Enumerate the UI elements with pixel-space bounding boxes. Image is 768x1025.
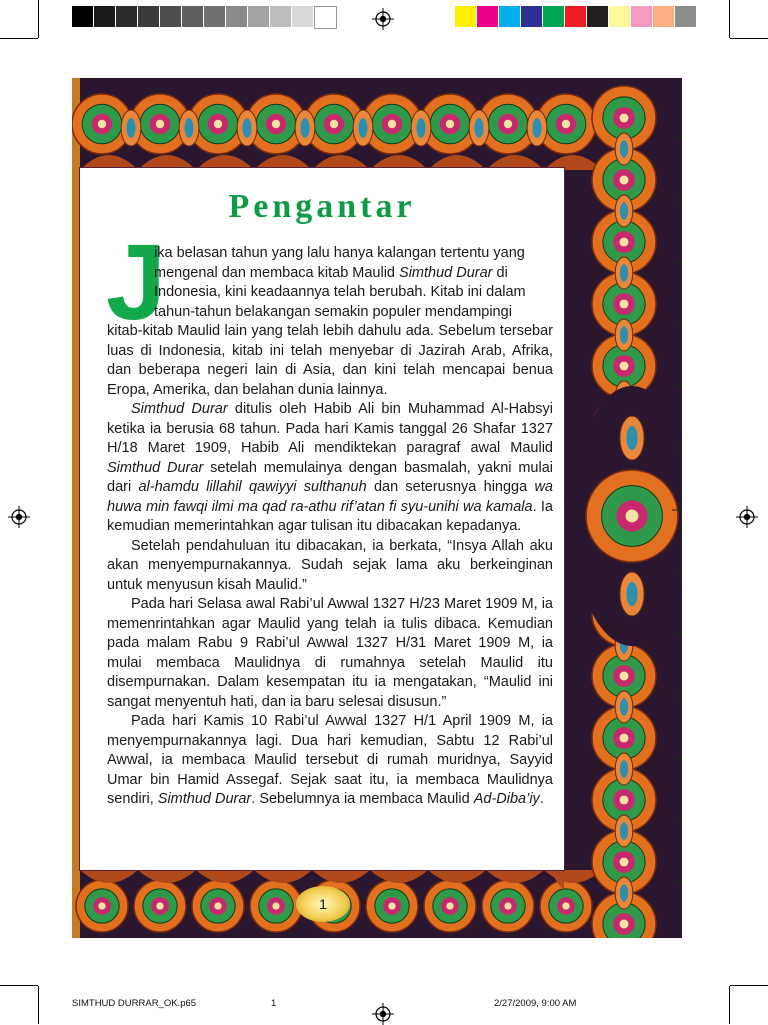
body-text	[107, 244, 553, 810]
leaf-inner	[359, 118, 368, 138]
color-swatch	[455, 6, 476, 27]
italic-title: Ad-Diba’iy	[473, 791, 540, 807]
color-swatch	[543, 6, 564, 27]
finial-dot	[678, 570, 682, 574]
medallion-dot	[562, 120, 570, 128]
color-swatch	[292, 6, 313, 27]
paragraph-3: Setelah pendahuluan itu dibacakan, ia berkata, “Insya Allah aku akan menyempurnakannya. Sudah sejak lama aku berkeinginan untuk menyusun kisah Maulid.”	[107, 537, 553, 593]
leaf-inner	[620, 326, 628, 344]
leaf-inner	[185, 118, 194, 138]
text-run: . Sebelumnya ia membaca Maulid	[251, 791, 474, 807]
finial-dot	[678, 136, 682, 140]
medallion-dot	[388, 120, 396, 128]
color-swatch	[675, 6, 696, 27]
italic-title: Simthud Durar	[107, 459, 204, 476]
leaf-inner	[301, 118, 310, 138]
medallion-dot	[504, 902, 511, 909]
drop-cap: J	[106, 221, 167, 342]
finial-dot	[678, 508, 682, 512]
leaf-inner	[620, 822, 628, 840]
medallion-dot	[620, 920, 629, 929]
color-swatch	[653, 6, 674, 27]
crop-mark	[729, 986, 730, 1024]
text-run: . Ia kemudian memerintahkan agar tulisan itu dibacakan kepadanya.	[107, 498, 553, 534]
color-swatch	[116, 6, 137, 27]
medallion-dot	[446, 902, 453, 909]
color-swatch	[499, 6, 520, 27]
crop-mark	[0, 38, 38, 39]
leaf-inner	[627, 426, 638, 450]
medallion-dot	[98, 120, 106, 128]
text-run: Pada hari Kamis 10 Rabi’ul Awwal 1327 H/1 April 1909 M, ia menyempurnakannya lagi. Dua hari kemudian, Sabtu 12 Rabi’ul Awwal, ia membaca Maulid tersebut di rumah muridnya, Sayyid Umar bin Hamid Assegaf. Sejak saat itu, ia membaca Maulidnya sendiri,	[107, 713, 553, 807]
leaf-inner	[533, 118, 542, 138]
color-swatch	[248, 6, 269, 27]
leaf-inner	[417, 118, 426, 138]
color-swatch	[587, 6, 608, 27]
text-line: Indonesia, kini keadaannya telah berubah. Kitab ini dalam	[154, 284, 526, 300]
registration-mark-icon	[736, 506, 758, 528]
crop-mark	[0, 985, 38, 986]
crop-mark	[38, 986, 39, 1024]
finial-dot	[678, 322, 682, 326]
italic-title: Simthud Durar	[157, 791, 252, 807]
leaf-inner	[475, 118, 484, 138]
medallion-dot	[626, 510, 639, 523]
italic-title: Simthud Durar	[131, 401, 228, 417]
text-line: kitab-kitab Maulid lain yang telah lebih dahulu ada. Sebelum tersebar luas di Indonesia, kitab ini telah menyebar di Jazirah Arab, Afrika, dan beberapa negeri lain di Asia, dan kini telah mencapai benua Eropa, Amerika, dan belahan dunia lainnya.	[107, 323, 553, 398]
footer-filename: SIMTHUD DURRAR_OK.p65	[72, 998, 197, 1009]
color-swatch	[270, 6, 291, 27]
border-left-rule	[72, 78, 80, 938]
color-swatch	[565, 6, 586, 27]
medallion-dot	[562, 902, 569, 909]
leaf-inner	[627, 582, 638, 606]
color-swatch	[631, 6, 652, 27]
finial-dot	[678, 632, 682, 636]
medallion-dot	[620, 176, 629, 185]
footer-page: 1	[271, 998, 277, 1009]
medallion-dot	[156, 120, 164, 128]
leaf-inner	[620, 698, 628, 716]
finial-dot	[678, 756, 682, 760]
text-line: ika belasan tahun yang lalu hanya kalangan tertentu yang	[154, 245, 525, 261]
color-swatch	[160, 6, 181, 27]
color-swatch	[226, 6, 247, 27]
crop-mark	[38, 0, 39, 38]
medallion-dot	[620, 796, 629, 805]
leaf-inner	[620, 760, 628, 778]
medallion-dot	[620, 300, 629, 309]
medallion-dot	[214, 120, 222, 128]
leaf-inner	[620, 264, 628, 282]
medallion-dot	[272, 902, 279, 909]
italic-quote: wa huwa min fawqi ilmi ma qad ra-athu rif’atan fi syu-unihi wa kamala	[107, 479, 553, 515]
text-line: mengenal dan membaca kitab Maulid Simthud Durar di	[154, 264, 508, 281]
color-swatch	[609, 6, 630, 27]
leaf-inner	[127, 118, 136, 138]
leaf-inner	[620, 202, 628, 220]
color-swatch	[314, 6, 337, 29]
color-swatch	[477, 6, 498, 27]
medallion-dot	[620, 734, 629, 743]
finial-dot	[678, 384, 682, 388]
footer-datetime: 2/27/2009, 9:00 AM	[494, 998, 577, 1009]
leaf-inner	[620, 140, 628, 158]
leaf-inner	[243, 118, 252, 138]
medallion-dot	[272, 120, 280, 128]
color-swatch	[182, 6, 203, 27]
medallion-dot	[620, 114, 629, 123]
finial-dot	[678, 260, 682, 264]
color-swatch	[204, 6, 225, 27]
registration-mark-icon	[8, 506, 30, 528]
color-swatch	[94, 6, 115, 27]
crop-mark	[730, 38, 768, 39]
medallion-dot	[620, 672, 629, 681]
paragraph-2	[107, 400, 553, 537]
medallion-dot	[388, 902, 395, 909]
color-swatch	[72, 6, 93, 27]
medallion-dot	[330, 120, 338, 128]
registration-mark-icon	[372, 8, 394, 30]
medallion-dot	[446, 120, 454, 128]
page-title: Pengantar	[228, 188, 416, 225]
text-line: tahun-tahun belakangan semakin populer mendampingi	[154, 303, 512, 320]
paragraph-5	[107, 712, 553, 810]
medallion-dot	[214, 902, 221, 909]
color-swatch	[521, 6, 542, 27]
italic-quote: al-hamdu lillahil qawiyyi sulthanuh	[138, 479, 367, 495]
finial-dot	[678, 446, 682, 450]
paragraph-4: Pada hari Selasa awal Rabi’ul Awwal 1327 H/23 Maret 1909 M, ia memenrintahkan agar Maulid yang telah ia tulis dibaca. Kemudian pada malam Rabu 9 Rabi’ul Awwal 1327 H/31 Maret 1909 M, ia mulai membaca Maulidnya di rumahnya setelah Maulid itu disempurnakan. Dalam kesempatan itu ia mengatakan, “Maulid ini sangat menyentuh hati, dan ia baru selesai disusun.”	[107, 596, 553, 710]
finial-dot	[678, 818, 682, 822]
text-run: dan seterusnya hingga	[366, 479, 535, 495]
crop-mark	[729, 0, 730, 38]
medallion-dot	[98, 902, 105, 909]
crop-mark	[730, 985, 768, 986]
text-run: ditulis oleh Habib Ali bin Muhammad Al-Habsyi ketika ia berusia 68 tahun. Pada hari Kamis tanggal 26 Shafar 1327 H/18 Maret 1909, Habib Ali mendiktekan paragraf awal Maulid	[107, 401, 553, 456]
medallion-dot	[620, 858, 629, 867]
text-run: .	[539, 791, 544, 807]
page-number-badge: 1	[296, 886, 350, 922]
finial-dot	[678, 694, 682, 698]
medallion-dot	[156, 902, 163, 909]
medallion-dot	[620, 238, 629, 247]
finial-dot	[678, 198, 682, 202]
medallion-dot	[620, 362, 629, 371]
text-run: setelah memulainya dengan basmalah, yakni mulai dari	[107, 459, 554, 495]
leaf-inner	[620, 884, 628, 902]
registration-mark-icon	[372, 1003, 394, 1025]
medallion-dot	[504, 120, 512, 128]
paragraph-1	[107, 244, 553, 400]
finial-dot	[678, 880, 682, 884]
color-swatch	[138, 6, 159, 27]
